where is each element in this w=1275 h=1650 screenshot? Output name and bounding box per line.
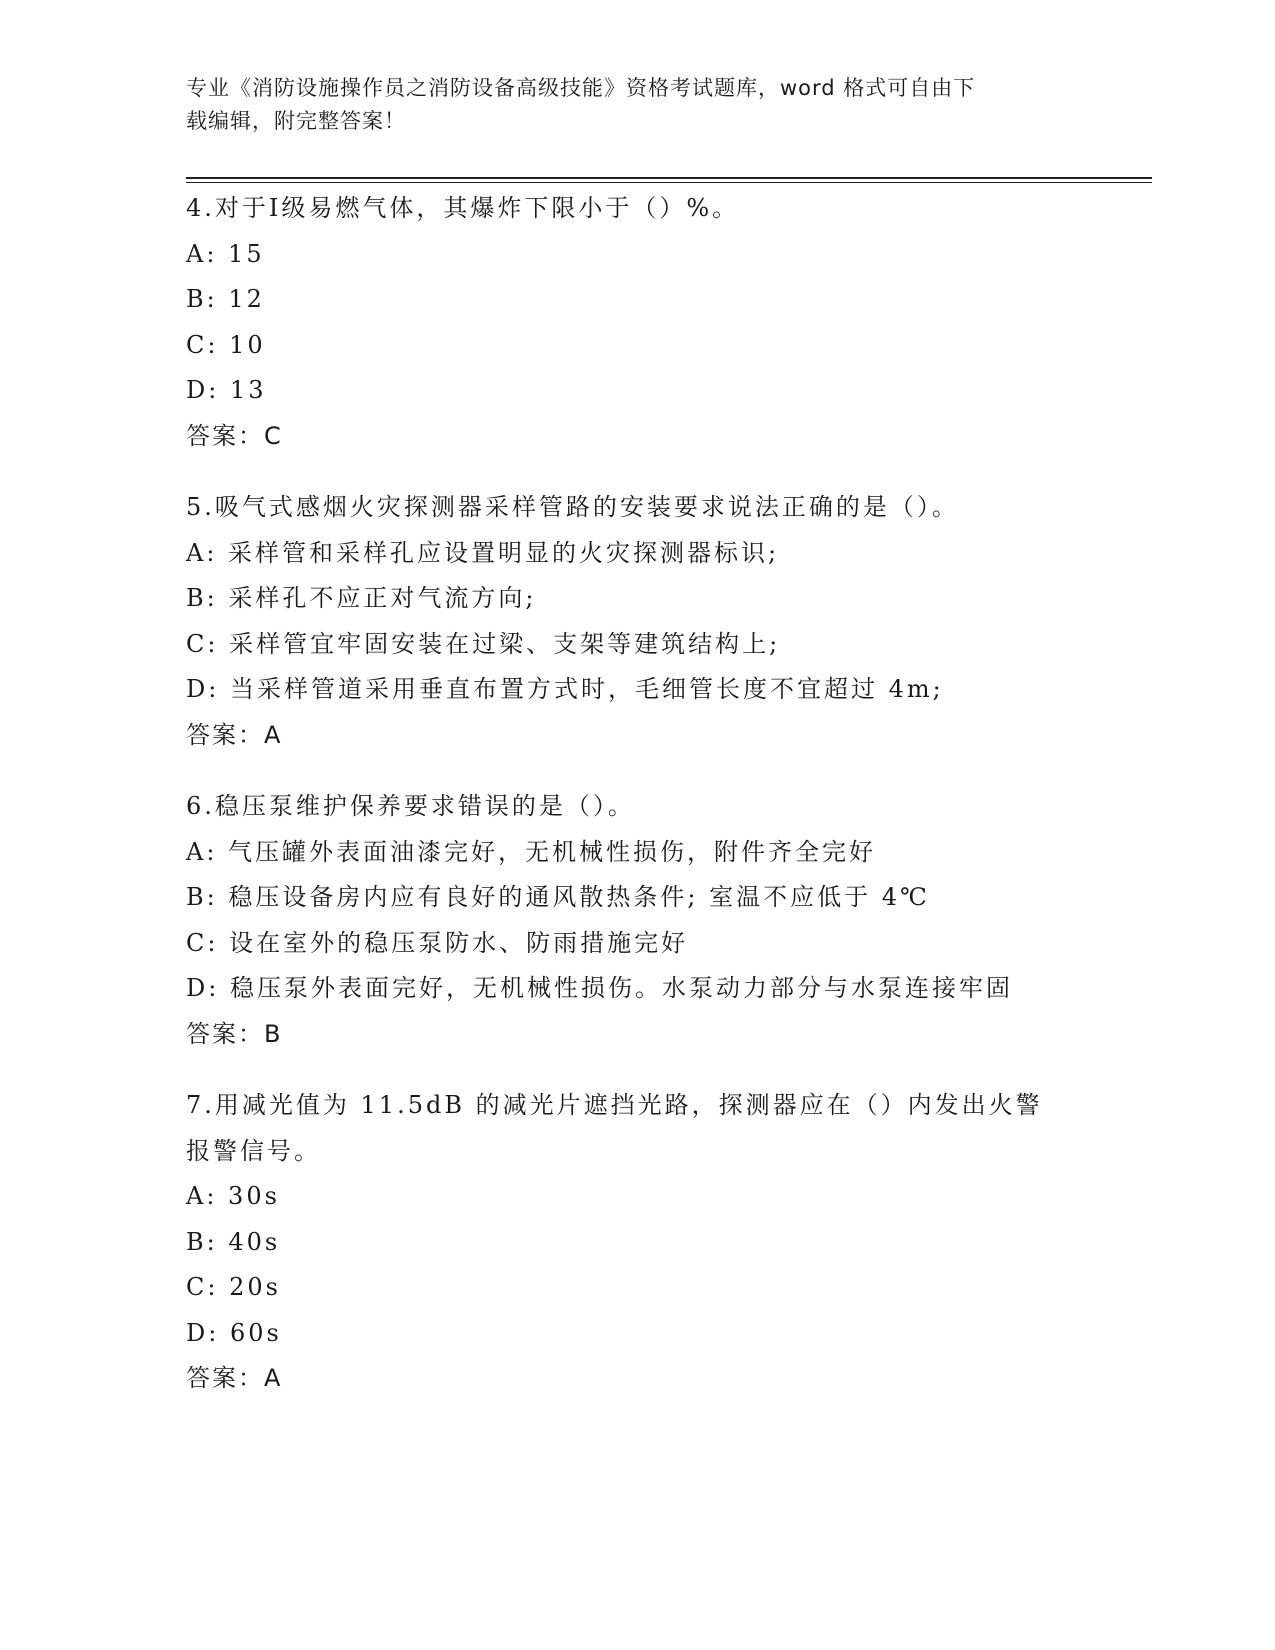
option-d: D: 稳压泵外表面完好，无机械性损伤。水泵动力部分与水泵连接牢固 [186, 974, 1013, 1002]
option-b: B: 12 [186, 285, 265, 313]
answer: 答案：A [186, 720, 283, 749]
header-line-2: 载编辑，附完整答案！ [186, 109, 406, 133]
option-c: C: 20s [186, 1273, 281, 1301]
question-4 [186, 186, 1086, 459]
header-divider-thin [186, 182, 1152, 183]
answer: 答案：B [186, 1019, 283, 1048]
option-a: A: 采样管和采样孔应设置明显的火灾探测器标识; [186, 538, 780, 567]
question-5 [186, 485, 1086, 758]
option-c: C: 10 [186, 330, 266, 359]
question-6 [186, 784, 1086, 1057]
answer: 答案：C [186, 421, 283, 450]
question-text-line-1: 7.用减光值为 11.5dB 的减光片遮挡光路，探测器应在（）内发出火警 [186, 1091, 1043, 1119]
option-d: D: 当采样管道采用垂直布置方式时，毛细管长度不宜超过 4m; [186, 675, 944, 703]
header-divider-thick [186, 177, 1152, 179]
option-b: B: 稳压设备房内应有良好的通风散热条件; 室温不应低于 4℃ [186, 883, 930, 911]
answer: 答案：A [186, 1364, 283, 1392]
question-text: 5.吸气式感烟火灾探测器采样管路的安装要求说法正确的是（）。 [186, 493, 959, 521]
option-d: D: 13 [186, 376, 267, 404]
option-a: A: 气压罐外表面油漆完好，无机械性损伤，附件齐全完好 [186, 837, 877, 866]
question-text: 6.稳压泵维护保养要求错误的是（）。 [186, 792, 635, 820]
question-list [186, 186, 1086, 1428]
option-a: A: 30s [186, 1182, 280, 1210]
document-header [186, 72, 1066, 138]
question-text-line-2: 报警信号。 [186, 1136, 321, 1165]
option-b: B: 采样孔不应正对气流方向; [186, 584, 537, 612]
option-c: C: 采样管宜牢固安装在过梁、支架等建筑结构上; [186, 629, 781, 658]
option-c: C: 设在室外的稳压泵防水、防雨措施完好 [186, 928, 689, 957]
option-a: A: 15 [186, 239, 265, 268]
option-d: D: 60s [186, 1318, 282, 1347]
option-b: B: 40s [186, 1227, 281, 1256]
question-text: 4.对于Ⅰ级易燃气体，其爆炸下限小于（）%。 [186, 194, 740, 222]
header-line-1: 专业《消防设施操作员之消防设备高级技能》资格考试题库，word 格式可自由下 [186, 76, 976, 100]
question-7 [186, 1083, 1086, 1402]
